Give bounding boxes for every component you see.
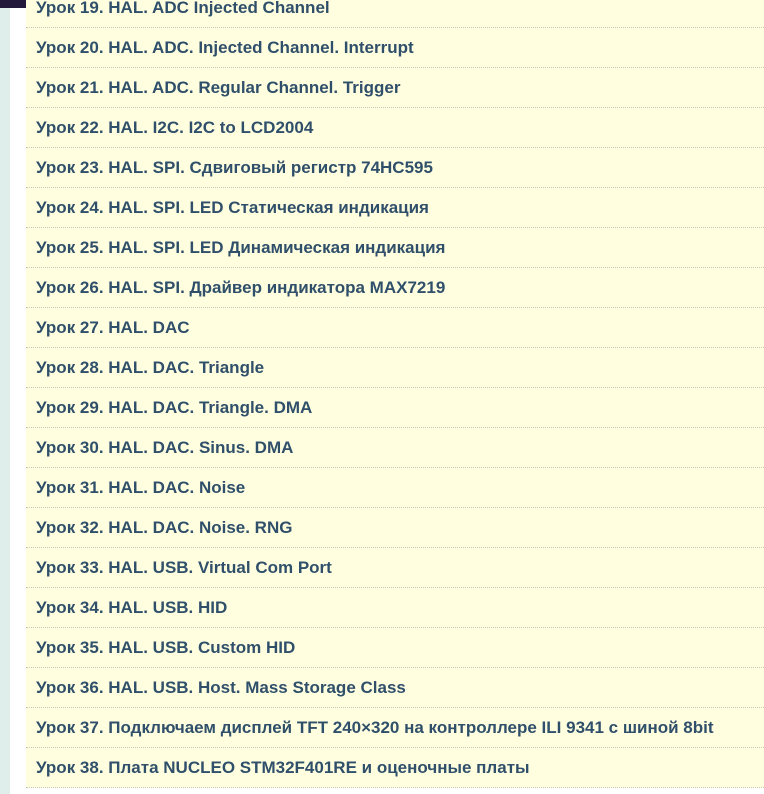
lesson-link-37[interactable]: Урок 37. Подключаем дисплей TFT 240×320 на контроллере ILI 9341 с шиной 8bit xyxy=(36,717,714,737)
list-item xyxy=(26,0,764,28)
list-item xyxy=(26,468,764,508)
list-item xyxy=(26,68,764,108)
lesson-link-28[interactable]: Урок 28. HAL. DAC. Triangle xyxy=(36,357,265,377)
lesson-link-36[interactable]: Урок 36. HAL. USB. Host. Mass Storage Class xyxy=(36,677,406,697)
list-item xyxy=(26,548,764,588)
lesson-link-25[interactable]: Урок 25. HAL. SPI. LED Динамическая индикация xyxy=(36,237,446,257)
lesson-link-31[interactable]: Урок 31. HAL. DAC. Noise xyxy=(36,477,246,497)
list-item xyxy=(26,428,764,468)
list-item xyxy=(26,268,764,308)
list-item xyxy=(26,308,764,348)
lesson-link-19[interactable]: Урок 19. HAL. ADC Injected Channel xyxy=(36,0,330,17)
list-item xyxy=(26,108,764,148)
lesson-list xyxy=(26,0,764,788)
list-item xyxy=(26,628,764,668)
lesson-link-33[interactable]: Урок 33. HAL. USB. Virtual Com Port xyxy=(36,557,332,577)
lesson-link-21[interactable]: Урок 21. HAL. ADC. Regular Channel. Trigger xyxy=(36,77,401,97)
list-item xyxy=(26,708,764,748)
lesson-link-27[interactable]: Урок 27. HAL. DAC xyxy=(36,317,190,337)
lesson-link-30[interactable]: Урок 30. HAL. DAC. Sinus. DMA xyxy=(36,437,294,457)
list-item xyxy=(26,748,764,788)
lesson-link-34[interactable]: Урок 34. HAL. USB. HID xyxy=(36,597,228,617)
lesson-link-22[interactable]: Урок 22. HAL. I2C. I2C to LCD2004 xyxy=(36,117,314,137)
list-item xyxy=(26,668,764,708)
lesson-link-24[interactable]: Урок 24. HAL. SPI. LED Статическая индикация xyxy=(36,197,429,217)
lesson-link-38[interactable]: Урок 38. Плата NUCLEO STM32F401RE и оценочные платы xyxy=(36,757,530,777)
lesson-link-32[interactable]: Урок 32. HAL. DAC. Noise. RNG xyxy=(36,517,293,537)
lesson-link-26[interactable]: Урок 26. HAL. SPI. Драйвер индикатора MAX7219 xyxy=(36,277,446,297)
list-item xyxy=(26,348,764,388)
list-item xyxy=(26,188,764,228)
lesson-link-35[interactable]: Урок 35. HAL. USB. Custom HID xyxy=(36,637,296,657)
lesson-link-29[interactable]: Урок 29. HAL. DAC. Triangle. DMA xyxy=(36,397,313,417)
left-sidebar-stripe xyxy=(0,8,10,794)
list-item xyxy=(26,508,764,548)
list-item xyxy=(26,228,764,268)
list-item xyxy=(26,148,764,188)
content-gutter xyxy=(10,8,26,794)
list-item xyxy=(26,588,764,628)
list-item xyxy=(26,388,764,428)
lesson-link-23[interactable]: Урок 23. HAL. SPI. Сдвиговый регистр 74HC595 xyxy=(36,157,433,177)
lesson-link-20[interactable]: Урок 20. HAL. ADC. Injected Channel. Interrupt xyxy=(36,37,414,57)
list-item xyxy=(26,28,764,68)
